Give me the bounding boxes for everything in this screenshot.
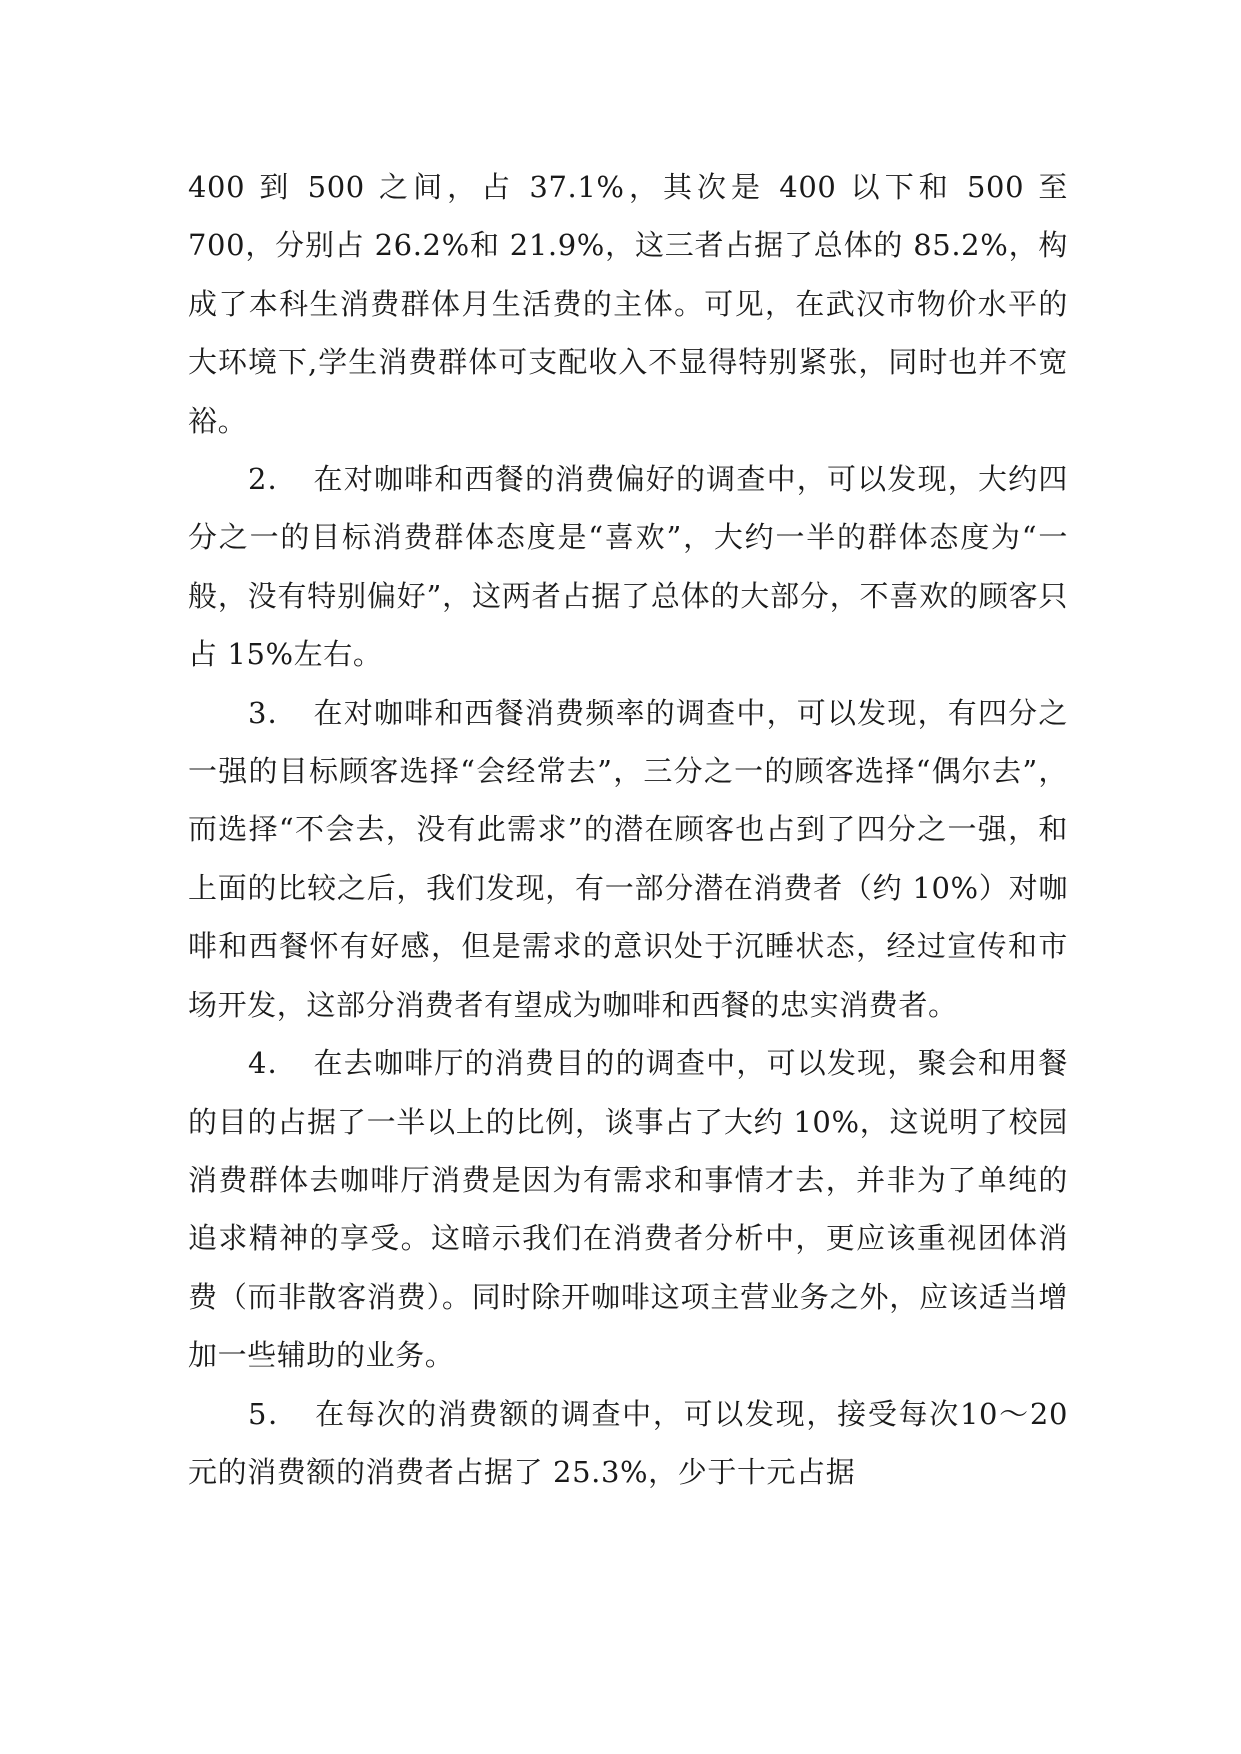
- document-body: [188, 158, 1068, 1501]
- paragraph-item-2: 2． 在对咖啡和西餐的消费偏好的调查中，可以发现，大约四分之一的目标消费群体态度是“喜欢”，大约一半的群体态度为“一般，没有特别偏好”，这两者占据了总体的大部分，不喜欢的顾客只占 15%左右。: [188, 462, 1068, 672]
- paragraph-item-5: 5． 在每次的消费额的调查中，可以发现，接受每次10～20 元的消费额的消费者占据了 25.3%，少于十元占据: [188, 1396, 1068, 1489]
- paragraph-item-3: 3． 在对咖啡和西餐消费频率的调查中，可以发现，有四分之一强的目标顾客选择“会经常去”，三分之一的顾客选择“偶尔去”，而选择“不会去，没有此需求”的潜在顾客也占到了四分之一强，和上面的比较之后，我们发现，有一部分潜在消费者（约 10%）对咖啡和西餐怀有好感，但是需求的意识处于沉睡状态，经过宣传和市场开发，这部分消费者有望成为咖啡和西餐的忠实消费者。: [188, 695, 1068, 1022]
- paragraph-continuation: 400 到 500 之间，占 37.1%，其次是 400 以下和 500 至 700，分别占 26.2%和 21.9%，这三者占据了总体的 85.2%，构成了本科生消费群体月生活费的主体。可见，在武汉市物价水平的大环境下,学生消费群体可支配收入不显得特别紧张，同时也并不宽裕。: [188, 170, 1068, 438]
- paragraph-item-4: 4． 在去咖啡厅的消费目的的调查中，可以发现，聚会和用餐的目的占据了一半以上的比例，谈事占了大约 10%，这说明了校园消费群体去咖啡厅消费是因为有需求和事情才去，并非为了单纯的追求精神的享受。这暗示我们在消费者分析中，更应该重视团体消费（而非散客消费）。同时除开咖啡这项主营业务之外，应该适当增加一些辅助的业务。: [188, 1046, 1068, 1373]
